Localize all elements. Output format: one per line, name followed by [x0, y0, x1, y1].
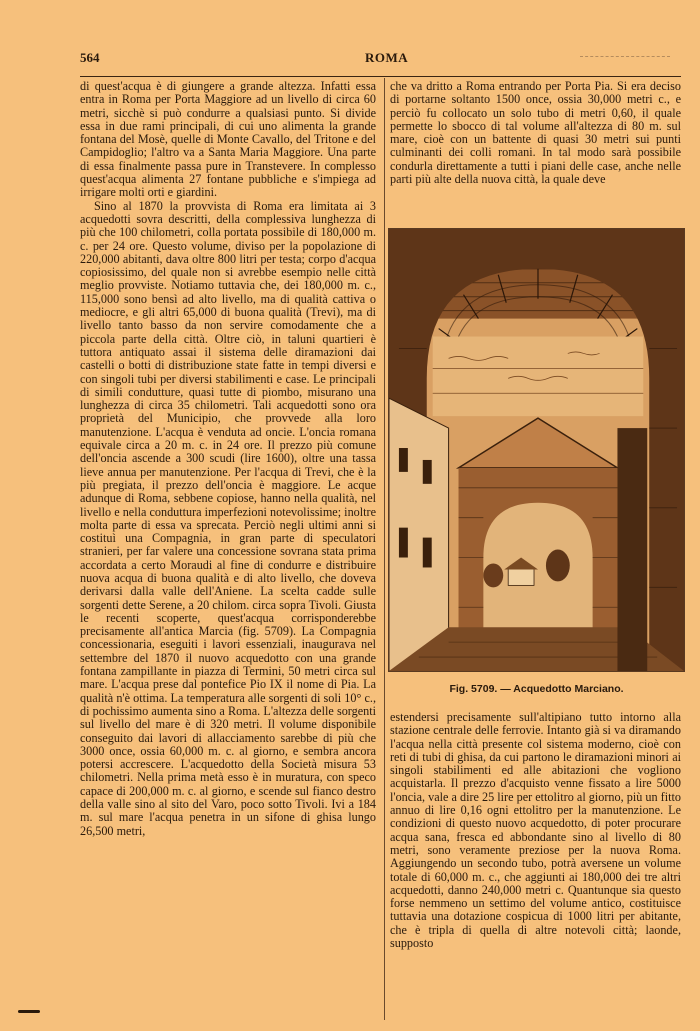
- right-column-top: [390, 80, 681, 220]
- figure-caption: [388, 683, 685, 695]
- page-header: [80, 50, 680, 72]
- aqueduct-arch-illustration: [389, 229, 684, 671]
- column-divider: [384, 78, 385, 1020]
- paragraph: estendersi precisamente sull'altipiano tutto intorno alla stazione centrale delle ferrovie. Intanto già si va diramando l'acqua nella città presente col sistema moderno, cioè con reti di tubi di ghisa, da cui partono le diramazioni minori ai singoli stabilimenti ed alle abitazioni che vogliono acquistarla. Il prezzo d'acquisto venne fissato a lire 5000 l'oncia, vale a dire 25 lire per ettolitro al giorno, più un fitto annuo di lire 0,16 ogni ettolitro per la manutenzione. Le condizioni di questo nuovo acquedotto, di poter procurare acqua sana, fresca ed abbondante sino al livello di 80 metri, sono veramente preziose per la nuova Roma. Aggiungendo un secondo tubo, potrà aversene un volume totale di 60,000 m. c., che aggiunti ai 180,000 dei tre altri acquedotti, danno 240,000 metri c. Quantunque sia questo forse nemmeno un settimo del volume antico, costituisce tuttavia una dotazione cospicua di 1000 litri per abitante, che è tripla di quella di altre notevoli città; laonde, supposto: [390, 711, 681, 951]
- paragraph: che va dritto a Roma entrando per Porta Pia. Si era deciso di portarne soltanto 1500 once, ossia 30,000 metri c., e perciò fu collocato un solo tubo di metri 0,60, il quale permette lo sbocco di tal volume all'altezza di 80 m. sul mare, cioè con un battente di quasi 30 metri sui punti culminanti dei colli romani. In tal modo sarà possibile condurla direttamente a tutti i piani delle case, anche nelle parti più alte della nuova città, la quale deve: [390, 80, 681, 187]
- engraving-acquedotto-marciano: [388, 228, 685, 672]
- paragraph: di quest'acqua è di giungere a grande altezza. Infatti essa entra in Roma per Porta Maggiore ad un livello di circa 60 metri, sicchè si può condurre a qualsiasi punto. Si divide essa in due rami principali, di cui uno alimenta la grande fontana del Mosè, quelle di Monte Cavallo, del Tritone e del Campidoglio; l'altro va a Santa Maria Maggiore. Una parte di essa finalmente passa pure in Transtevere. In complesso quest'acqua alimenta 27 fontane pubbliche e s'impiega ad irrigare molti orti e giardini.: [80, 80, 376, 200]
- running-title: ROMA: [365, 50, 409, 65]
- paragraph: Sino al 1870 la provvista di Roma era limitata ai 3 acquedotti sovra descritti, della complessiva lunghezza di più che 100 chilometri, colla portata possibile di 180,000 m. c. per 24 ore. Questo volume, diviso per la popolazione di 220,000 abitanti, dava oltre 800 litri per testa; corpo d'acqua copiosissimo, del quale non si avrebbe esempio nelle città meglio provviste. Notiamo tuttavia che, dei 180,000 m. c., 115,000 sono bensì ad alto livello, ma di qualità cattiva o mediocre, e gli altri 65,000 di buona qualità (Trevi), ma di livello tanto basso da non servire comodamente che a piccola parte della città. Oltre ciò, in taluni quartieri è tuttora antiquato assai il sistema delle diramazioni dai castelli o botti di distribuzione state fatte in tempi diversi e con singoli tubi per diversi stabilimenti e case. Le principali di simili condutture, quasi tutte di piombo, misurano una lunghezza di circa 35 chilometri. Tali acquedotti sono ora proprietà del Municipio, che provvede alla loro manutenzione. L'acqua è venduta ad oncie. L'oncia romana equivale circa a 20 m. c. in 24 ore. Il prezzo più comune dell'oncia ascende a 300 scudi (lire 1600), oltre una tassa lieve annua per manutenzione. Per l'acqua di Trevi, che è la più pregiata, il prezzo dell'oncia è maggiore. Le acque adunque di Roma, sebbene copiose, hanno nella qualità, nel livello e nella conduttura imperfezioni notevolissime; inoltre molta parte di essa va sprecata. Perciò negli ultimi anni si costituì una Compagnia, in gran parte di speculatori stranieri, per far valere una concessione sovrana stata prima accordata a certo Moraudi al fine di condurre e distribuire nuova acqua di buona qualità e di alto livello, che doveva derivarsi dalla valle dell'Aniene. La scelta cadde sulle sorgenti dette Serene, a 20 chilom. circa sopra Tivoli. Giusta le recenti scoperte, quest'acqua corrisponderebbe precisamente all'antica Marcia (fig. 5709). La Compagnia concessionaria, eseguiti i lavori essenziali, inaugurava nel settembre del 1870 il nuovo acquedotto con una grande fontana zampillante in piazza di Termini, 50 metri circa sul mare. L'acqua prese dal pontefice Pio IX il nome di Pia. La qualità n'è ottima. La temperatura alle sorgenti di soli 10° c., di pochissimo aumenta sino a Roma. L'altezza delle sorgenti sul livello del mare è di 320 metri. Il volume disponibile conseguito dai lavori di allacciamento sarebbe di più che 3000 once, ossia 60,000 m. c. al giorno, e sembra ancora potersi accrescere. L'acquedotto della Società misura 53 chilometri. Nella prima metà esso è in muratura, con speco capace di 200,000 m. c. al giorno, e scende sul fianco destro della valle sino al sito del Varo, poco sotto Tivoli. Ivi a 184 m. sul mare l'acqua penetra in un sifone di ghisa lungo 26,500 metri,: [80, 198, 376, 838]
- header-rule: [80, 76, 681, 77]
- left-column: [80, 80, 376, 1015]
- print-scratch: [580, 56, 670, 61]
- caption-text: Fig. 5709. — Acquedotto Marciano.: [449, 683, 624, 695]
- right-column-bottom: [390, 711, 681, 1011]
- page-number: 564: [80, 50, 100, 65]
- margin-mark: [18, 1010, 40, 1013]
